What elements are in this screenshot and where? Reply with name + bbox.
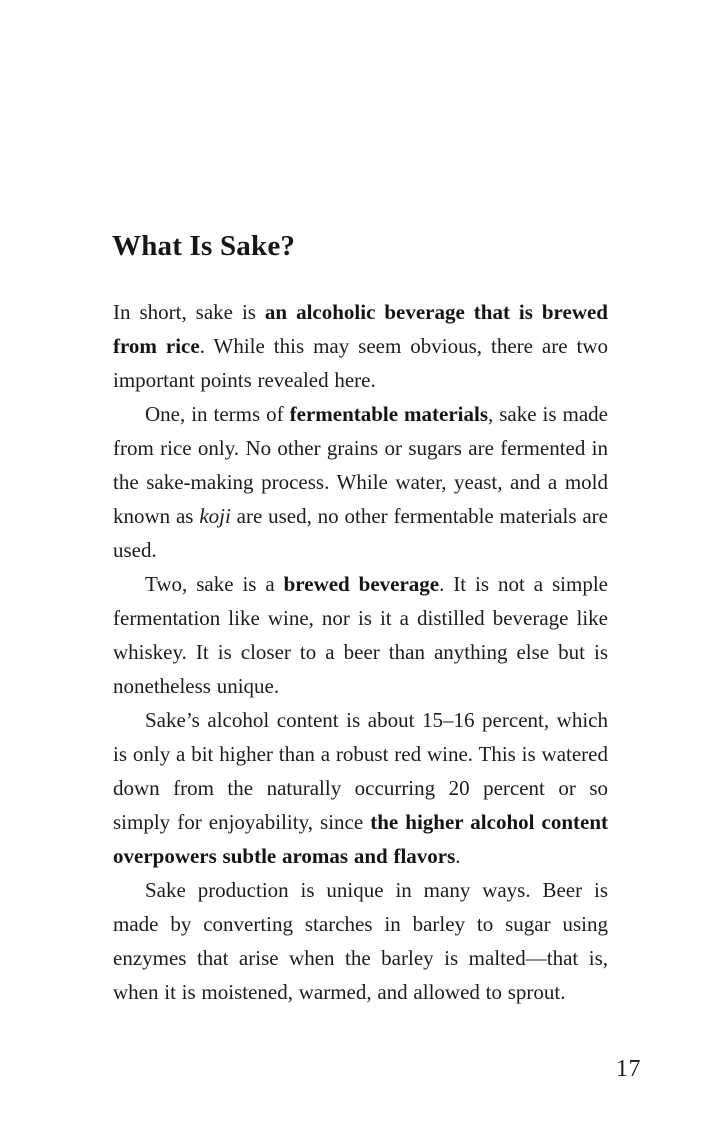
body-text <box>113 295 608 1009</box>
text-segment: Sake’s alcohol content is about 15–16 percent, which is only a bit higher than a robust red wine. This is watered down from the naturally occurring 20 percent or so simply for enjoyability, since <box>113 708 608 834</box>
text-segment: In short, sake is <box>113 300 265 324</box>
paragraph <box>113 567 608 703</box>
text-segment: . <box>455 844 461 868</box>
paragraph <box>113 295 608 397</box>
text-segment: koji <box>199 504 231 528</box>
text-segment: . While this may seem obvious, there are two important points revealed here. <box>113 334 608 392</box>
text-segment: Sake production is unique in many ways. Beer is made by converting starches in barley to sugar using enzymes that arise when the barley is malted—that is, when it is moistened, warmed, and allowed to sprout. <box>113 878 608 1004</box>
page-number: 17 <box>616 1056 641 1082</box>
text-segment: the higher alcohol content overpowers subtle aromas and flavors <box>113 810 608 868</box>
paragraph <box>113 397 608 567</box>
text-segment: are used, no other fermentable materials are used. <box>113 504 608 562</box>
text-segment: Two, sake is a <box>145 572 284 596</box>
paragraph <box>113 703 608 873</box>
text-segment: brewed beverage <box>283 572 440 596</box>
text-segment: , sake is made from rice only. No other grains or sugars are fermented in the sake-making process. While water, yeast, and a mold known as <box>113 402 608 528</box>
text-segment: an alcoholic beverage that is brewed from rice <box>113 300 608 358</box>
text-segment: . It is not a simple fermentation like wine, nor is it a distilled beverage like whiskey. It is closer to a beer than anything else but is nonetheless unique. <box>113 572 608 698</box>
page-title: What Is Sake? <box>112 230 296 262</box>
text-segment: One, in terms of <box>145 402 290 426</box>
paragraph <box>113 873 608 1009</box>
text-segment: fermentable materials <box>289 402 489 426</box>
